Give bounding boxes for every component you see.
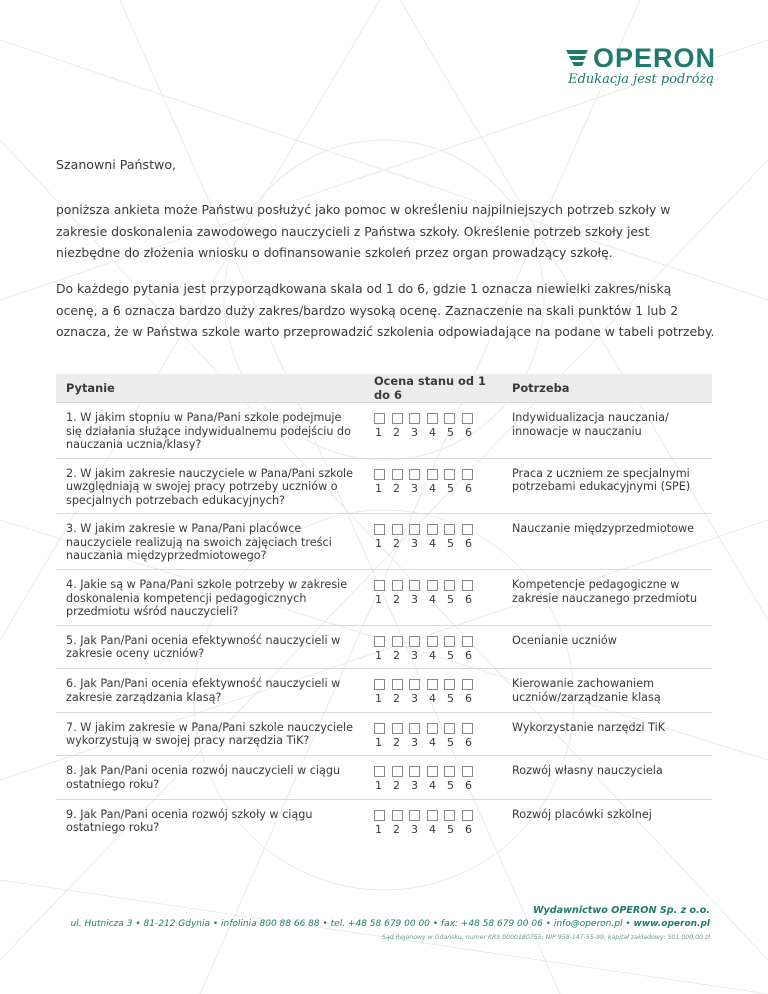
need-cell: Rozwój placówki szkolnej (502, 799, 712, 847)
rating-number: 1 (375, 735, 382, 749)
question-cell: 3. W jakim zakresie w Pana/Pani placówce nauczyciele realizują na swoich zajęciach treści nauczania międzyprzedmiotowego? (56, 514, 364, 570)
rating-checkboxes (374, 469, 492, 480)
rating-number: 1 (375, 537, 382, 550)
rating-checkboxes (374, 636, 492, 647)
rating-checkbox-3[interactable] (409, 413, 420, 424)
rating-checkbox-1[interactable] (374, 723, 385, 734)
rating-numbers (374, 823, 492, 837)
rating-checkbox-6[interactable] (462, 469, 473, 480)
question-cell: 5. Jak Pan/Pani ocenia efektywność nauczycieli w zakresie oceny uczniów? (56, 625, 364, 669)
rating-checkbox-1[interactable] (374, 524, 385, 535)
need-cell: Praca z uczniem ze specjalnymi potrzebami edukacyjnymi (SPE) (502, 458, 712, 514)
rating-number: 3 (411, 735, 418, 749)
rating-checkbox-6[interactable] (462, 723, 473, 734)
rating-checkbox-2[interactable] (392, 636, 403, 647)
rating-number: 5 (447, 735, 454, 749)
table-row (56, 458, 712, 514)
rating-number: 5 (447, 593, 454, 606)
rating-number: 1 (375, 648, 382, 662)
rating-number: 3 (411, 779, 418, 792)
table-row (56, 625, 712, 669)
rating-checkbox-1[interactable] (374, 810, 385, 821)
rating-number: 2 (393, 593, 400, 606)
rating-checkbox-6[interactable] (462, 413, 473, 424)
rating-checkbox-5[interactable] (444, 580, 455, 591)
rating-number: 4 (429, 735, 436, 749)
rating-number: 6 (465, 593, 472, 606)
rating-checkbox-5[interactable] (444, 469, 455, 480)
rating-checkbox-2[interactable] (392, 580, 403, 591)
rating-scale (364, 625, 502, 669)
rating-checkbox-6[interactable] (462, 679, 473, 690)
question-cell: 9. Jak Pan/Pani ocenia rozwój szkoły w ciągu ostatniego roku? (56, 799, 364, 847)
rating-number: 6 (465, 692, 472, 705)
rating-checkbox-4[interactable] (427, 413, 438, 424)
rating-checkbox-4[interactable] (427, 636, 438, 647)
rating-scale (364, 514, 502, 570)
scale-explanation-paragraph: Do każdego pytania jest przyporządkowana skala od 1 do 6, gdzie 1 oznacza niewielki zakres/niską ocenę, a 6 oznacza bardzo duży zakres/bardzo wysoką ocenę. Zaznaczenie na skali punktów 1 lub 2 oznacza, że w Państwa szkole warto przeprowadzić szkolenia odpowiadające na podane w tabeli potrzeby. (56, 281, 715, 339)
rating-scale (364, 712, 502, 756)
rating-number: 2 (393, 822, 400, 836)
rating-numbers (374, 779, 492, 793)
need-cell: Ocenianie uczniów (502, 625, 712, 669)
rating-checkbox-5[interactable] (444, 524, 455, 535)
intro-paragraph: poniższa ankieta może Państwu posłużyć jako pomoc w określeniu najpilniejszych potrzeb szkoły w zakresie doskonalenia zawodowego nauczycieli z Państwa szkoły. Określenie potrzeb szkoły jest niezbędne do złożenia wniosku o dofinansowanie szkoleń przez organ prowadzący szkołę. (56, 202, 671, 260)
table-row (56, 669, 712, 713)
rating-checkbox-1[interactable] (374, 469, 385, 480)
rating-checkboxes (374, 524, 492, 535)
rating-checkbox-6[interactable] (462, 524, 473, 535)
rating-checkbox-6[interactable] (462, 810, 473, 821)
rating-checkboxes (374, 723, 492, 734)
rating-number: 1 (375, 822, 382, 836)
rating-scale (364, 570, 502, 626)
rating-number: 3 (411, 481, 418, 495)
question-cell: 6. Jak Pan/Pani ocenia efektywność nauczycieli w zakresie zarządzania klasą? (56, 669, 364, 713)
greeting: Szanowni Państwo, (56, 157, 177, 172)
rating-scale (364, 756, 502, 800)
rating-checkboxes (374, 413, 492, 424)
rating-checkbox-4[interactable] (427, 723, 438, 734)
rating-checkbox-2[interactable] (392, 723, 403, 734)
table-row (56, 403, 712, 459)
rating-number: 1 (375, 426, 382, 439)
survey-table (56, 374, 712, 847)
rating-checkbox-3[interactable] (409, 524, 420, 535)
rating-number: 2 (393, 481, 400, 495)
need-cell: Rozwój własny nauczyciela (502, 756, 712, 800)
rating-checkboxes (374, 580, 492, 591)
rating-number: 4 (429, 426, 436, 439)
rating-checkbox-4[interactable] (427, 580, 438, 591)
rating-number: 5 (447, 426, 454, 439)
rating-checkbox-3[interactable] (409, 636, 420, 647)
rating-scale (364, 403, 502, 459)
rating-checkbox-2[interactable] (392, 810, 403, 821)
rating-checkbox-5[interactable] (444, 636, 455, 647)
rating-number: 6 (465, 537, 472, 550)
need-cell: Kompetencje pedagogiczne w zakresie nauczanego przedmiotu (502, 570, 712, 626)
footer-address: ul. Hutnicza 3 • 81-212 Gdynia • infolinia 800 88 66 88 • tel. +48 58 679 00 00 • fax: +48 58 679 00 06 • info@operon.pl • (70, 919, 634, 929)
rating-checkbox-1[interactable] (374, 679, 385, 690)
rating-number: 5 (447, 481, 454, 495)
table-row (56, 712, 712, 756)
footer-website[interactable]: www.operon.pl (633, 919, 710, 929)
rating-checkbox-4[interactable] (427, 679, 438, 690)
rating-checkbox-1[interactable] (374, 580, 385, 591)
rating-checkbox-6[interactable] (462, 766, 473, 777)
rating-scale (364, 669, 502, 713)
question-cell: 2. W jakim zakresie nauczyciele w Pana/Pani szkole uwzględniają w swojej pracy potrzeby uczniów o specjalnych potrzebach edukacyjnych? (56, 458, 364, 514)
rating-checkbox-2[interactable] (392, 679, 403, 690)
rating-checkbox-4[interactable] (427, 524, 438, 535)
header-rating: Ocena stanu od 1 do 6 (364, 374, 502, 403)
rating-number: 5 (447, 692, 454, 705)
rating-number: 2 (393, 648, 400, 662)
rating-number: 3 (411, 593, 418, 606)
rating-scale (364, 458, 502, 514)
rating-checkbox-1[interactable] (374, 766, 385, 777)
table-row (56, 570, 712, 626)
need-cell: Nauczanie międzyprzedmiotowe (502, 514, 712, 570)
rating-numbers (374, 593, 492, 607)
table-header-row (56, 374, 712, 403)
question-cell: 1. W jakim stopniu w Pana/Pani szkole podejmuje się działania służące indywidualnemu podejściu do nauczania ucznia/klasy? (66, 411, 351, 451)
question-cell: 7. W jakim zakresie w Pana/Pani szkole nauczyciele wykorzystują w swojej pracy narzędzia TiK? (56, 712, 364, 756)
footer (71, 905, 710, 941)
rating-checkbox-2[interactable] (392, 413, 403, 424)
rating-checkbox-3[interactable] (409, 723, 420, 734)
rating-checkbox-3[interactable] (409, 469, 420, 480)
rating-number: 6 (465, 735, 472, 749)
rating-number: 5 (447, 648, 454, 662)
header-question: Pytanie (56, 374, 364, 403)
rating-checkbox-4[interactable] (427, 766, 438, 777)
header-need: Potrzeba (502, 374, 712, 403)
rating-number: 4 (429, 481, 436, 495)
rating-checkbox-2[interactable] (392, 766, 403, 777)
rating-checkbox-1[interactable] (374, 413, 385, 424)
rating-number: 6 (465, 822, 472, 836)
rating-number: 5 (447, 822, 454, 836)
rating-checkbox-3[interactable] (409, 679, 420, 690)
rating-checkbox-2[interactable] (392, 469, 403, 480)
rating-checkbox-5[interactable] (444, 723, 455, 734)
rating-number: 1 (375, 481, 382, 495)
rating-checkbox-5[interactable] (444, 679, 455, 690)
rating-checkboxes (374, 679, 492, 690)
rating-numbers (374, 736, 492, 750)
rating-number: 6 (465, 648, 472, 662)
rating-checkbox-5[interactable] (444, 413, 455, 424)
rating-numbers (374, 537, 492, 551)
footer-company: Wydawnictwo OPERON Sp. z o.o. (532, 905, 710, 916)
rating-number: 6 (465, 426, 472, 439)
rating-number: 1 (375, 779, 382, 792)
rating-numbers (374, 692, 492, 706)
operon-logo (546, 44, 716, 87)
rating-number: 4 (429, 537, 436, 550)
rating-checkbox-6[interactable] (462, 580, 473, 591)
rating-numbers (374, 482, 492, 496)
rating-number: 5 (447, 537, 454, 550)
rating-checkbox-3[interactable] (409, 810, 420, 821)
rating-scale (364, 799, 502, 847)
rating-number: 2 (393, 426, 400, 439)
operon-logo-icon (565, 48, 589, 68)
rating-number: 3 (411, 692, 418, 705)
logo-tagline: Edukacja jest podróżą (568, 72, 714, 87)
rating-number: 2 (393, 735, 400, 749)
question-cell: 8. Jak Pan/Pani ocenia rozwój nauczycieli w ciągu ostatniego roku? (56, 756, 364, 800)
rating-checkbox-1[interactable] (374, 636, 385, 647)
footer-legal: Sąd Rejonowy w Gdańsku, numer KRS 0000180755; NIP 958-147-55-99; kapitał zakładowy: 501 000,00 zł (382, 934, 710, 941)
rating-number: 3 (411, 648, 418, 662)
rating-checkbox-3[interactable] (409, 766, 420, 777)
logo-wordmark: OPERON (592, 43, 716, 73)
rating-number: 2 (393, 692, 400, 705)
rating-number: 4 (429, 593, 436, 606)
need-cell: Kierowanie zachowaniem uczniów/zarządzanie klasą (502, 669, 712, 713)
rating-number: 4 (429, 779, 436, 792)
rating-checkbox-2[interactable] (392, 524, 403, 535)
rating-checkbox-4[interactable] (427, 810, 438, 821)
rating-number: 1 (375, 593, 382, 606)
rating-number: 4 (429, 822, 436, 836)
rating-numbers (374, 426, 492, 440)
table-row (56, 799, 712, 847)
rating-number: 1 (375, 692, 382, 705)
rating-checkboxes (374, 766, 492, 777)
need-cell: Wykorzystanie narzędzi TiK (502, 712, 712, 756)
question-cell: 4. Jakie są w Pana/Pani szkole potrzeby w zakresie doskonalenia kompetencji pedagogicznych przedmiotu wśród nauczycieli? (56, 570, 364, 626)
rating-checkbox-3[interactable] (409, 580, 420, 591)
footer-contact (71, 919, 710, 929)
rating-number: 4 (429, 648, 436, 662)
rating-number: 4 (429, 692, 436, 705)
rating-checkbox-5[interactable] (444, 766, 455, 777)
rating-number: 3 (411, 822, 418, 836)
rating-checkbox-4[interactable] (427, 469, 438, 480)
rating-number: 6 (465, 779, 472, 792)
rating-number: 6 (465, 481, 472, 495)
table-row (56, 514, 712, 570)
rating-number: 2 (393, 537, 400, 550)
rating-numbers (374, 649, 492, 663)
rating-checkbox-6[interactable] (462, 636, 473, 647)
rating-number: 5 (447, 779, 454, 792)
rating-number: 2 (393, 779, 400, 792)
rating-checkbox-5[interactable] (444, 810, 455, 821)
rating-number: 3 (411, 537, 418, 550)
rating-number: 3 (411, 426, 418, 439)
need-cell: Indywidualizacja nauczania/ innowacje w nauczaniu (512, 411, 669, 438)
table-row (56, 756, 712, 800)
rating-checkboxes (374, 810, 492, 821)
